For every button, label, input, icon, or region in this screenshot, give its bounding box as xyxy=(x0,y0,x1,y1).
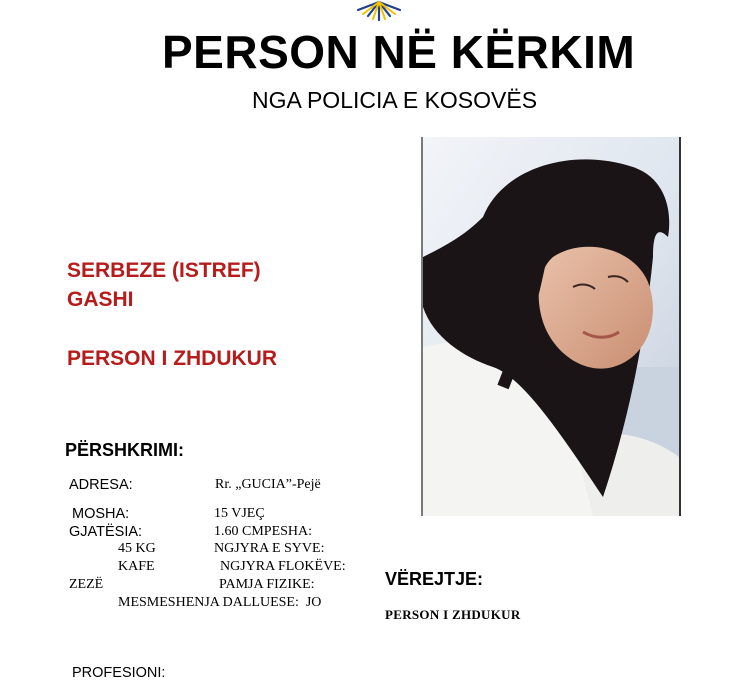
hair-label: NGJYRA FLOKËVE: xyxy=(220,559,346,574)
police-logo-icon xyxy=(344,0,414,22)
person-name-line1: SERBEZE (ISTREF) xyxy=(67,259,261,282)
eye-label: NGJYRA E SYVE: xyxy=(214,541,325,556)
page-title: PERSON NË KËRKIM xyxy=(162,26,636,78)
height-value: 1.60 CM xyxy=(214,524,264,539)
notes-heading: VËREJTJE: xyxy=(385,569,484,589)
notes-text: PERSON I ZHDUKUR xyxy=(385,607,521,622)
age-value: 15 VJEÇ xyxy=(214,506,265,521)
marks-label: SHENJA DALLUESE: xyxy=(167,595,299,610)
weight-value: 45 KG xyxy=(118,541,156,556)
physique-label: PAMJA FIZIKE: xyxy=(219,577,315,592)
age-label: MOSHA: xyxy=(72,506,130,522)
marks-value: JO xyxy=(305,595,322,610)
profession-label: PROFESIONI: xyxy=(72,665,166,681)
height-row xyxy=(214,523,312,541)
height-label: GJATËSIA: xyxy=(69,524,143,540)
person-photo xyxy=(421,137,681,516)
page-subtitle: NGA POLICIA E KOSOVËS xyxy=(252,87,538,113)
eye-value: KAFE xyxy=(118,559,155,574)
address-value: Rr. „GUCIA”-Pejë xyxy=(215,477,321,492)
physique-row xyxy=(118,594,321,612)
person-name-line2: GASHI xyxy=(67,288,134,311)
hair-value: ZEZË xyxy=(69,577,104,592)
address-label: ADRESA: xyxy=(69,477,133,493)
physique-value: MESME xyxy=(118,595,168,610)
description-heading: PËRSHKRIMI: xyxy=(65,440,185,460)
weight-label: PESHA: xyxy=(263,524,313,539)
person-status: PERSON I ZHDUKUR xyxy=(67,347,278,370)
